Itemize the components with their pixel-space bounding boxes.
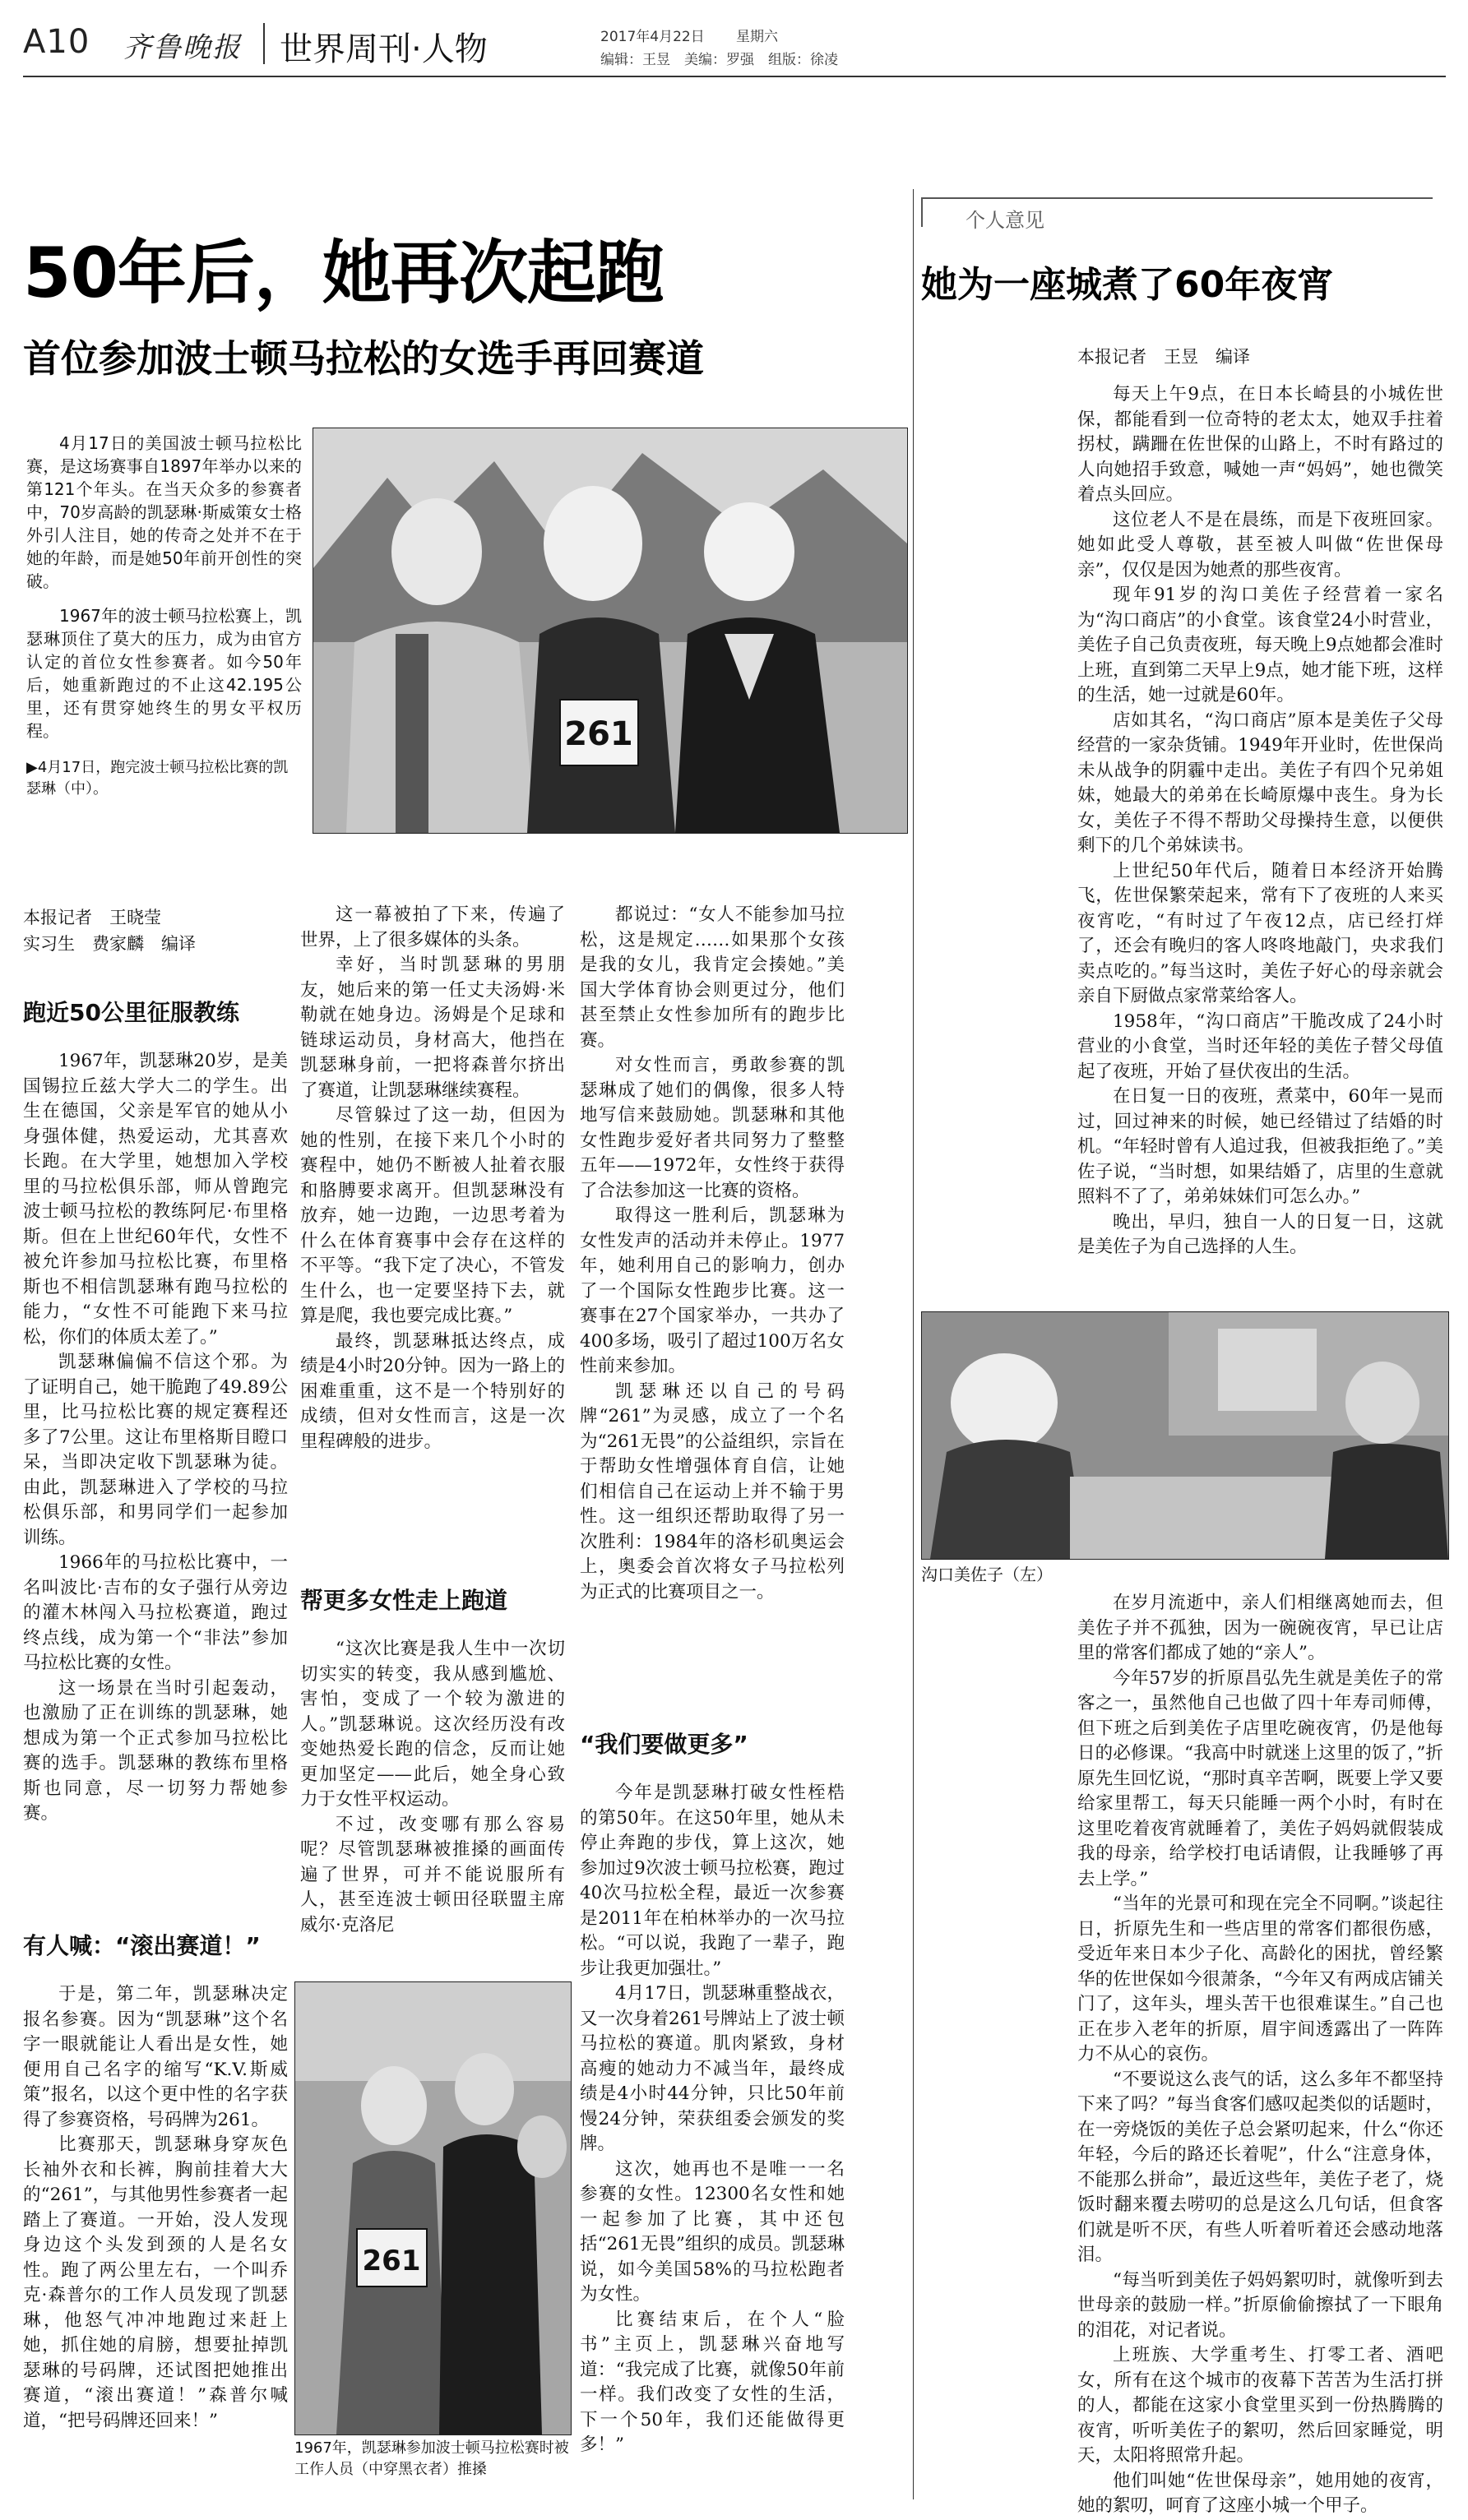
body-paragraph: 于是，第二年，凯瑟琳决定报名参赛。因为“凯瑟琳”这个名字一眼就能让人看出是女性，她便用自己名字的缩写“K.V.斯威策”报名，以这个更中性的名字获得了参赛资格，号码牌为261。	[23, 1984, 288, 2130]
opinion-label-box	[921, 197, 1433, 232]
main-column-3	[580, 903, 845, 1709]
main-column-2b	[300, 1583, 565, 1994]
body-paragraph: 这一场景在当时引起轰动，也激励了正在训练的凯瑟琳，她想成为第一个正式参加马拉松比赛的选手。凯瑟琳的教练布里格斯也同意，尽一切努力帮她参赛。	[23, 1677, 288, 1824]
side-column-top	[1077, 382, 1443, 1303]
header-credits: 编辑：王昱 美编：罗强 组版：徐凌	[600, 52, 838, 68]
main-column-1	[23, 995, 288, 1924]
masthead-logo: 齐鲁晚报	[123, 31, 242, 64]
body-paragraph: 最终，凯瑟琳抵达终点，成绩是4小时20分钟。因为一路上的困难重重，这不是一个特别好的成绩，但对女性而言，这是一次里程碑般的进步。	[300, 1330, 565, 1452]
body-paragraph: 取得这一胜利后，凯瑟琳为女性发声的活动并未停止。1977年，她利用自己的影响力，创办了一个国际女性跑步比赛。这一赛事在27个国家举办，一共办了400多场，吸引了超过100万名女性前来参加。	[580, 1205, 845, 1376]
lead-paragraph: 4月17日的美国波士顿马拉松比赛，是这场赛事自1897年举办以来的第121个年头。在当天众多的参赛者中，70岁高龄的凯瑟琳·斯威策女士格外引人注目，她的传奇之处并不在于她的年龄，而是她50年前开创性的突破。	[26, 433, 302, 591]
heading-help-women: 帮更多女性走上跑道	[300, 1587, 508, 1614]
side-paragraph: 现年91岁的沟口美佐子经营着一家名为“沟口商店”的小食堂。该食堂24小时营业，美佐子自己负责夜班，每天晚上9点她都会准时上班，直到第二天早上9点，她才能下班，这样的生活，她一过就是60年。	[1077, 585, 1443, 705]
body-paragraph: 尽管躲过了这一劫，但因为她的性别，在接下来几个小时的赛程中，她仍不断被人扯着衣服和胳膊要求离开。但凯瑟琳没有放弃，她一边跑，一边思考着为什么在体育赛事中会存在这样的不平等。“我下定了决心，不管发生什么，也一定要坚持下去，就算是爬，我也要完成比赛。”	[300, 1105, 565, 1326]
side-title: 她为一座城煮了60年夜宵	[921, 264, 1334, 306]
body-paragraph: “这次比赛是我人生中一次切切实实的转变，我从感到尴尬、害怕，变成了一个较为激进的人。”凯瑟琳说。这次经历没有改变她热爱长跑的信念，反而让她更加坚定——此后，她全身心致力于女性平权运动。	[300, 1639, 565, 1810]
lead-box	[26, 432, 302, 843]
body-paragraph: 对女性而言，勇敢参赛的凯瑟琳成了她们的偶像，很多人特地写信来鼓励她。凯瑟琳和其他女性跑步爱好者共同努力了整整五年——1972年，女性终于获得了合法参加这一比赛的资格。	[580, 1055, 845, 1201]
side-paragraph: 每天上午9点，在日本长崎县的小城佐世保，都能看到一位奇特的老太太，她双手拄着拐杖，蹒跚在佐世保的山路上，不时有路过的人向她招手致意，喊她一声“妈妈”，她也微笑着点头回应。	[1077, 384, 1443, 505]
photo2-bib-number: 261	[362, 2245, 421, 2277]
photo-finish-line	[313, 428, 908, 834]
byline-intern: 实习生 费家麟 编译	[23, 934, 196, 954]
side-paragraph: 上世纪50年代后，随着日本经济开始腾飞，佐世保繁荣起来，常有下了夜班的人来买夜宵吃，“有时过了午夜12点，店已经打烊了，还会有晚归的客人咚咚地敲门，央求我们卖点吃的。”每当这时，美佐子好心的母亲就会亲自下厨做点家常菜给客人。	[1077, 860, 1443, 1006]
side-paragraph: 他们叫她“佐世保母亲”，她用她的夜宵，她的絮叨，呵育了这座小城一个甲子。	[1077, 2470, 1443, 2516]
body-paragraph: 凯瑟琳偏偏不信这个邪。为了证明自己，她干脆跑了49.89公里，比马拉松比赛的规定赛程还多了7公里。这让布里格斯目瞪口呆，当即决定收下凯瑟琳为徒。由此，凯瑟琳进入了学校的马拉松俱乐部，和男同学们一起参加训练。	[23, 1352, 288, 1548]
side-paragraph: 店如其名，“沟口商店”原本是美佐子父母经营的一家杂货铺。1949年开业时，佐世保尚未从战争的阴霾中走出。美佐子有四个兄弟姐妹，她最大的弟弟在长崎原爆中丧生。身为长女，美佐子不得不帮助父母操持生意，以便供剩下的几个弟妹读书。	[1077, 710, 1443, 856]
photo2-illustration	[295, 1982, 571, 2434]
photo2-caption: 1967年，凯瑟琳参加波士顿马拉松赛时被工作人员（中穿黑衣者）推搡	[294, 2439, 569, 2478]
header-date: 2017年4月22日	[600, 29, 705, 45]
side-paragraph: 晚出，早归，独自一人的日复一日，这就是美佐子为自己选择的人生。	[1077, 1211, 1443, 1257]
photo3-illustration	[922, 1312, 1448, 1559]
header-divider	[263, 23, 265, 64]
photo1-illustration	[313, 428, 907, 833]
body-paragraph: 今年是凯瑟琳打破女性桎梏的第50年。在这50年里，她从未停止奔跑的步伐，算上这次，她参加过9次波士顿马拉松赛，跑过40次马拉松全程，最近一次参赛是2011年在柏林举办的一次马拉松。“可以说，我跑了一辈子，跑步让我更加强壮。”	[580, 1782, 845, 1979]
side-column-rule	[913, 189, 914, 2499]
opinion-label: 个人意见	[966, 209, 1044, 232]
header-weekday: 星期六	[736, 29, 778, 45]
body-paragraph: 凯瑟琳还以自己的号码牌“261”为灵感，成立了一个名为“261无畏”的公益组织，宗旨在于帮助女性增强体育自信，让她们相信自己在运动上并不输于男性。这一组织还帮助取得了另一次胜利：1984年的洛杉矶奥运会上，奥委会首次将女子马拉松列为正式的比赛项目之一。	[580, 1380, 845, 1602]
main-subtitle: 首位参加波士顿马拉松的女选手再回赛道	[23, 336, 704, 381]
side-paragraph: “每当听到美佐子妈妈絮叨时，就像听到去世母亲的鼓励一样。”折原偷偷擦拭了一下眼角的泪花，对记者说。	[1077, 2269, 1443, 2341]
side-paragraph: 今年57岁的折原昌弘先生就是美佐子的常客之一，虽然他自己也做了四十年寿司师傅，但下班之后到美佐子店里吃碗夜宵，仍是他每日的必修课。“我高中时就迷上这里的饭了，”折原先生回忆说，“那时真辛苦啊，既要上学又要给家里帮工，每天只能睡一两个小时，有时在这里吃着夜宵就睡着了，美佐子妈妈就假装成我的母亲，给学校打电话请假，让我睡够了再去上学。”	[1077, 1667, 1443, 1889]
section-title: 世界周刊·人物	[280, 30, 488, 68]
body-paragraph: 1966年的马拉松比赛中，一名叫波比·吉布的女子强行从旁边的灌木林闯入马拉松赛道，跑过终点线，成为第一个“非法”参加马拉松比赛的女性。	[23, 1552, 288, 1673]
heading-do-more: “我们要做更多”	[580, 1731, 748, 1758]
photo-1967-race	[294, 1981, 572, 2435]
page-number: A10	[23, 23, 90, 61]
side-paragraph: “不要说这么丧气的话，这么多年不都坚持下来了吗？”每当食客们感叹起类似的话题时，在一旁烧饭的美佐子总会紧叨起来，什么“你还年轻，今后的路还长着呢”，什么“注意身体，不能那么拼命”，最近这些年，美佐子老了，烧饭时翻来覆去唠叨的总是这么几句话，但食客们就是听不厌，有些人听着听着还会感动地落泪。	[1077, 2069, 1443, 2265]
side-column-bottom	[1077, 1591, 1443, 2516]
side-paragraph: 在岁月流逝中，亲人们相继离她而去，但美佐子并不孤独，因为一碗碗夜宵，早已让店里的常客们都成了她的“亲人”。	[1077, 1593, 1443, 1663]
side-paragraph: 这位老人不是在晨练，而是下夜班回家。她如此受人尊敬，甚至被人叫做“佐世保母亲”，仅仅是因为她煮的那些夜宵。	[1077, 509, 1443, 580]
body-paragraph: 比赛结束后，在个人“脸书”主页上，凯瑟琳兴奋地写道：“我完成了比赛，就像50年前一样。我们改变了女性的生活，下一个50年，我们还能做得更多！”	[580, 2309, 845, 2455]
main-column-1b	[23, 1928, 288, 2495]
body-paragraph: 这次，她再也不是唯一一名参赛的女性。12300名女性和她一起参加了比赛，其中还包括“261无畏”组织的成员。凯瑟琳说，如今美国58%的马拉松跑者为女性。	[580, 2158, 845, 2305]
byline-reporter: 本报记者 王晓莹	[23, 908, 161, 927]
side-paragraph: “当年的光景可和现在完全不同啊。”谈起往日，折原先生和一些店里的常客们都很伤感，受近年来日本少子化、高龄化的困扰，曾经繁华的佐世保如今很萧条，“今年又有两成店铺关门了，这年头，埋头苦干也很难谋生。”自己也正在步入老年的折原，眉宇间透露出了一阵阵力不从心的哀伤。	[1077, 1893, 1443, 2065]
header-rule	[23, 76, 1446, 77]
main-column-3b	[580, 1727, 845, 2495]
heading-get-off-track: 有人喊：“滚出赛道！”	[23, 1932, 261, 1959]
main-title: 50年后，她再次起跑	[23, 233, 664, 313]
photo3-caption: 沟口美佐子（左）	[921, 1565, 1053, 1584]
side-paragraph: 在日复一日的夜班，煮菜中，60年一晃而过，回过神来的时候，她已经错过了结婚的时机。“年轻时曾有人追过我，但被我拒绝了。”美佐子说，“当时想，如果结婚了，店里的生意就照料不了了，弟弟妹妹们可怎么办。”	[1077, 1086, 1443, 1207]
lead-paragraph: 1967年的波士顿马拉松赛上，凯瑟琳顶住了莫大的压力，成为由官方认定的首位女性参赛者。如今50年后，她重新跑过的不止这42.195公里，还有贯穿她终生的男女平权历程。	[26, 606, 302, 741]
body-paragraph: 1967年，凯瑟琳20岁，是美国锡拉丘兹大学大二的学生。出生在德国，父亲是军官的她从小身强体健，热爱运动，尤其喜欢长跑。在大学里，她想加入学校里的马拉松俱乐部，师从曾跑完波士顿马拉松的教练阿尼·布里格斯。但在上世纪60年代，女性不被允许参加马拉松比赛，布里格斯也不相信凯瑟琳有跑马拉松的能力，“女性不可能跑下来马拉松，你们的体质太差了。”	[23, 1051, 288, 1348]
photo1-bib-number: 261	[564, 715, 633, 753]
body-paragraph: 这一幕被拍了下来，传遍了世界，上了很多媒体的头条。	[300, 904, 565, 950]
body-paragraph: 都说过：“女人不能参加马拉松，这是规定……如果那个女孩是我的女儿，我肯定会揍她。”美国大学体育协会则更过分，他们甚至禁止女性参加所有的跑步比赛。	[580, 904, 845, 1051]
body-paragraph: 幸好，当时凯瑟琳的男朋友，她后来的第一任丈夫汤姆·米勒就在她身边。汤姆是个足球和链球运动员，身材高大，他挡在凯瑟琳身前，一把将森普尔挤出了赛道，让凯瑟琳继续赛程。	[300, 955, 565, 1101]
photo1-caption: ▶4月17日，跑完波士顿马拉松比赛的凯瑟琳（中）。	[26, 759, 289, 798]
side-paragraph: 1958年，“沟口商店”干脆改成了24小时营业的小食堂，当时还年轻的美佐子替父母值起了夜班，开始了昼伏夜出的生活。	[1077, 1010, 1443, 1082]
body-paragraph: 比赛那天，凯瑟琳身穿灰色长袖外衣和长裤，胸前挂着大大的“261”，与其他男性参赛者一起踏上了赛道。一开始，没人发现身边这个头发到颈的人是名女性。跑了两公里左右，一个叫乔克·森普尔的工作人员发现了凯瑟琳，他怒气冲冲地跑过来赶上她，抓住她的肩膀，想要扯掉凯瑟琳的号码牌，还试图把她推出赛道，“滚出赛道！”森普尔喊道，“把号码牌还回来！”	[23, 2134, 288, 2431]
side-byline: 本报记者 王昱 编译	[1077, 347, 1250, 367]
photo-misako-mizoguchi	[921, 1311, 1449, 1560]
body-paragraph: 不过，改变哪有那么容易呢？尽管凯瑟琳被推搡的画面传遍了世界，可并不能说服所有人，甚至连波士顿田径联盟主席威尔·克洛尼	[300, 1814, 565, 1935]
heading-near-50km: 跑近50公里征服教练	[23, 999, 239, 1026]
body-paragraph: 4月17日，凯瑟琳重整战衣，又一次身着261号牌站上了波士顿马拉松的赛道。肌肉紧致，身材高瘦的她动力不减当年，最终成绩是4小时44分钟，只比50年前慢24分钟，荣获组委会颁发的奖牌。	[580, 1983, 845, 2154]
side-paragraph: 上班族、大学重考生、打零工者、酒吧女，所有在这个城市的夜幕下苦苦为生活打拼的人，都能在这家小食堂里买到一份热腾腾的夜宵，听听美佐子的絮叨，然后回家睡觉，明天，太阳将照常升起。	[1077, 2345, 1443, 2466]
